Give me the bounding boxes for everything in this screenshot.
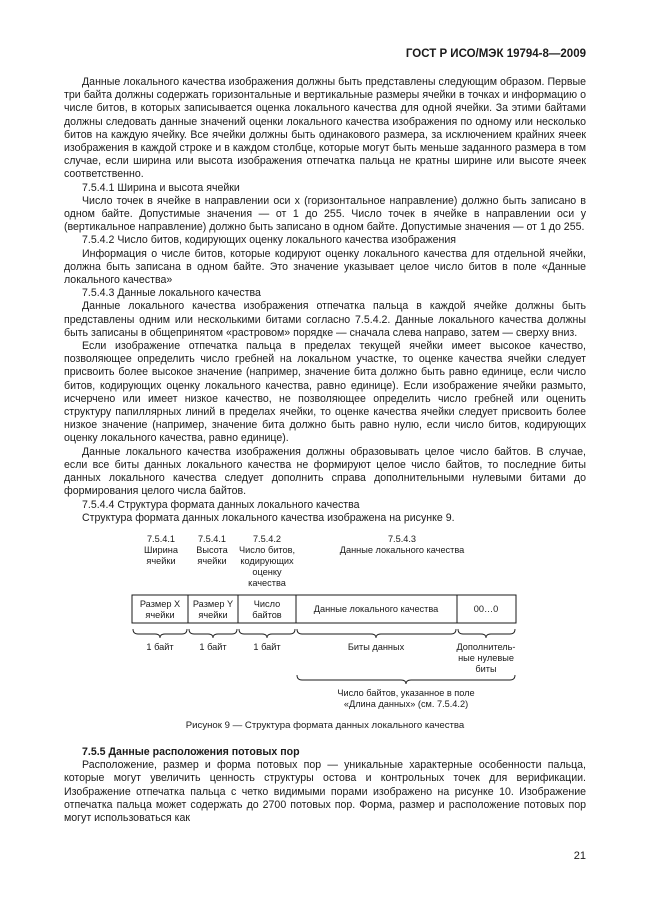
label-line: 7.5.4.3 bbox=[387, 534, 417, 544]
top-label-bit-count bbox=[239, 534, 295, 588]
subsection-heading: 7.5.4.4 Структура формата данных локального качества bbox=[82, 498, 360, 511]
label-line: «Длина данных» (см. 7.5.4.2) bbox=[343, 699, 469, 709]
box-text: Данные локального качества bbox=[313, 604, 439, 614]
page-number: 21 bbox=[573, 850, 586, 862]
byte-label: 1 байт bbox=[146, 642, 174, 652]
padding-bits-label bbox=[456, 642, 515, 674]
paragraph: Если изображение отпечатка пальца в пределах текущей ячейки имеет высокое качество, позволяющее определить число гребней на локальном участке, то оценке качества ячейки следует присвоить более высокое значение (например, значение бита должно быть равно единице, если число битов, кодирующих оценку локального качества, равно единице). Если изображение ячейки размыто, исчерчено или имеет низкое качество, не позволяющее определить число гребней или оценить структуру папиллярных линий в пределах ячейки, то оценке качества ячейки следует присвоить более низкое значение (например, значение бита должно быть равно нулю, если число битов, кодирующих оценку локального качества, равно единице). bbox=[64, 340, 586, 445]
box-byte-count bbox=[252, 599, 282, 620]
label-line: Данные локального качества bbox=[339, 545, 465, 555]
box-text: Размер Y bbox=[192, 599, 234, 609]
box-size-y bbox=[193, 599, 233, 620]
brace bbox=[133, 629, 187, 638]
paragraph: Данные локального качества изображения должны быть представлены следующим образом. Первые три байта должны содержать горизонтальные и вертикальные размеры ячейки в точках и информацию о числе битов, в которых записывается оценка локального качества для одной ячейки. За этими байтами должны следовать данные значений оценки локального качества изображения по одному или несколько битов на каждую ячейку. Все ячейки должны быть одинакового размера, за исключением крайних ячеек изображения в каждой строке и в каждом столбце, которые могут быть меньше заданного размера в том случае, если ширина или высота изображения отпечатка пальца не кратны ширине или высоте ячеек соответственно. bbox=[64, 76, 586, 181]
paragraph: Информация о числе битов, которые кодируют оценку локального качества для отдельной ячейки, должна быть записана в одном байте. Это значение указывает целое число битов в поле «Данные локального качества» bbox=[64, 247, 586, 287]
byte-count-note bbox=[337, 688, 474, 709]
structure-diagram bbox=[64, 530, 586, 720]
data-bits-label: Биты данных bbox=[347, 642, 405, 652]
box-text: Число bbox=[253, 599, 281, 609]
label-line: ные нулевые bbox=[458, 653, 514, 663]
label-line: Число битов, bbox=[238, 545, 296, 555]
label-line: кодирующих bbox=[240, 556, 294, 566]
brace bbox=[239, 629, 295, 638]
paragraph: Структура формата данных локального качества изображена на рисунке 9. bbox=[82, 511, 455, 524]
document-header: ГОСТ Р ИСО/МЭК 19794-8—2009 bbox=[405, 48, 586, 60]
label-line: 7.5.4.2 bbox=[252, 534, 282, 544]
brace bbox=[189, 629, 237, 638]
subsection-heading: 7.5.4.3 Данные локального качества bbox=[82, 287, 261, 300]
box-quality-data bbox=[314, 604, 439, 614]
paragraph: Данные локального качества изображения должны образовывать целое число байтов. В случае, если все биты данных локального качества не формируют целое число байтов, то последние биты данных локального качества следует дополнить справа дополнительными нулевыми битами до формирования целого числа байтов. bbox=[64, 445, 586, 498]
label-line: оценку bbox=[252, 567, 282, 577]
byte-label: 1 байт bbox=[253, 642, 281, 652]
brace-large bbox=[297, 675, 515, 684]
box-text: Размер X bbox=[139, 599, 181, 609]
paragraph: Число точек в ячейке в направлении оси x (горизонтальное направление) должно быть записано в одном байте. Допустимые значения — от 1 до 255. Число точек в ячейке в направлении оси y (вертикальное направление) должно быть записано в одном байте. Допустимые значения — от 1 до 255. bbox=[64, 194, 586, 234]
label-line: Высота bbox=[196, 545, 228, 555]
section-7-5-5 bbox=[64, 746, 586, 825]
top-label-quality-data bbox=[340, 534, 465, 555]
brace bbox=[458, 629, 515, 638]
label-line: 7.5.4.1 bbox=[146, 534, 176, 544]
label-line: 7.5.4.1 bbox=[197, 534, 227, 544]
paragraph: Данные локального качества изображения отпечатка пальца в каждой ячейке должны быть представлены одним или несколькими битами согласно 7.5.4.2. Данные локального качества должны быть записаны в общепринятом «растровом» порядке — сначала слева направо, затем — сверху вниз. bbox=[64, 300, 586, 339]
box-text: 00…0 bbox=[473, 604, 499, 614]
label-line: ячейки bbox=[197, 556, 227, 566]
subsection-heading: 7.5.4.1 Ширина и высота ячейки bbox=[82, 181, 240, 194]
label-line: биты bbox=[475, 664, 497, 674]
top-label-cell-width bbox=[144, 534, 179, 566]
box-text: байтов bbox=[252, 610, 282, 620]
label-line: качества bbox=[248, 578, 286, 588]
label-line: Дополнитель- bbox=[456, 642, 516, 652]
box-padding-bits bbox=[474, 604, 499, 614]
subsection-heading: 7.5.4.2 Число битов, кодирующих оценку локального качества изображения bbox=[82, 234, 457, 247]
box-size-x bbox=[140, 599, 180, 620]
label-line: Ширина bbox=[144, 545, 178, 555]
brace bbox=[297, 629, 456, 638]
top-label-cell-height bbox=[196, 534, 228, 566]
byte-label: 1 байт bbox=[199, 642, 227, 652]
paragraph: Расположение, размер и форма потовых пор — уникальные характерные особенности пальца, которые могут увеличить ценность структуры остова и контрольных точек для верификации. Изображение отпечатка пальца с четко видимыми порами изображено на рисунке 10. Изображение отпечатка пальца может содержать до 2700 потовых пор. Форма, размер и расположение потовых пор могут использоваться как bbox=[64, 759, 586, 825]
label-line: Число байтов, указанное в поле bbox=[337, 688, 475, 698]
figure-caption: Рисунок 9 — Структура формата данных локального качества bbox=[185, 720, 465, 731]
section-title: 7.5.5 Данные расположения потовых пор bbox=[82, 746, 300, 758]
box-text: ячейки bbox=[198, 610, 228, 620]
figure-9 bbox=[64, 530, 586, 745]
box-text: ячейки bbox=[145, 610, 175, 620]
body-text bbox=[64, 76, 586, 525]
label-line: ячейки bbox=[146, 556, 176, 566]
